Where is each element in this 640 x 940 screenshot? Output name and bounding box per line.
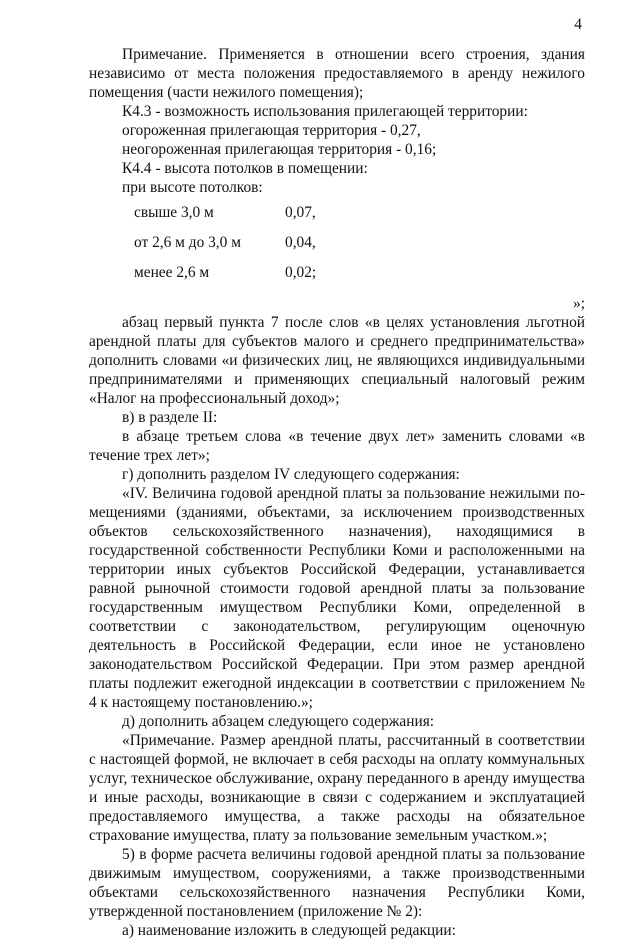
rate-label: менее 2,6 м — [134, 264, 210, 281]
rate-value: 0,04, — [285, 234, 316, 251]
document-body — [89, 45, 585, 940]
rate-row — [134, 203, 585, 233]
rate-value: 0,02; — [285, 264, 317, 281]
rate-row — [134, 233, 585, 263]
item-5a-text: а) наименование изложить в следующей редакции: — [122, 922, 456, 939]
item-d-heading: д) дополнить абзацем следующего содержания: — [122, 713, 435, 730]
closing-quote: »; — [573, 295, 585, 312]
item-v-heading: в) в разделе II: — [122, 409, 218, 426]
rate-value: 0,07, — [285, 204, 316, 221]
item-g-heading: г) дополнить разделом IV следующего содержания: — [122, 466, 460, 483]
ceiling-rates-table — [134, 203, 585, 293]
rate-label: от 2,6 м до 3,0 м — [134, 234, 241, 251]
rate-row — [134, 263, 585, 293]
k43-unfenced: неогороженная прилегающая территория - 0,16; — [122, 141, 437, 158]
k43-heading: К4.3 - возможность использования прилегающей территории: — [122, 103, 528, 120]
note-paragraph: Примечание. Применяется в отношении всего строения, здания независимо от места положения предоставляемого в аренду нежилого помещения (части нежилого помещения); — [89, 46, 585, 101]
page-number: 4 — [574, 16, 582, 33]
item-v-text: в абзаце третьем слова «в течение двух лет» заменить словами «в течение трех лет»; — [89, 428, 585, 464]
rate-label: свыше 3,0 м — [134, 204, 214, 221]
k43-fenced: огороженная прилегающая территория - 0,27, — [122, 122, 421, 139]
note-rent-text: «Примечание. Размер арендной платы, рассчитанный в соответствии с настоящей формой, не включает в себя расходы на оплату коммунальных услуг, техническое обслуживание, охрану переданного в аренду имущества и иные расходы, возникающие в связи с содержанием и эксплуатацией предоставляемого имущества, а также расходы на обязательное страхование имущества, плату за пользование земельным участком.»; — [89, 732, 585, 844]
paragraph-7-amendment: абзац первый пункта 7 после слов «в целях установления льготной арендной платы для субъектов малого и среднего предпринимательства» дополнить словами «и физических лиц, не являющихся индивидуальными предпринимателями и применяющих специальный налоговый режим «Налог на профессиональный доход»; — [89, 314, 585, 407]
k44-intro: при высоте потолков: — [122, 179, 263, 196]
k44-heading: К4.4 - высота потолков в помещении: — [122, 160, 368, 177]
section-iv-text: «IV. Величина годовой арендной платы за пользование нежилыми помещениями (зданиями, объектами, за исключением производственных объектов сельскохозяйственного назначения), находящимися в государственной собственности Республики Коми и расположенными на территории иных субъектов Российской Федерации, устанавливается равной рыночной стоимости годовой арендной платы за пользование государственным имуществом Республики Коми, определенной в соответствии с законодательством, регулирующим оценочную деятельность в Российской Федерации, если иное не установлено законодательством Российской Федерации. При этом размер арендной платы подлежит ежегодной индексации в соответствии с приложением № 4 к настоящему постановлению.»; — [89, 485, 585, 711]
item-5-text: 5) в форме расчета величины годовой арендной платы за пользование движимым имуществом, сооружениями, а также производственными объектами сельскохозяйственного назначения Республики Коми, утвержденной постановлением (приложение № 2): — [89, 846, 585, 920]
